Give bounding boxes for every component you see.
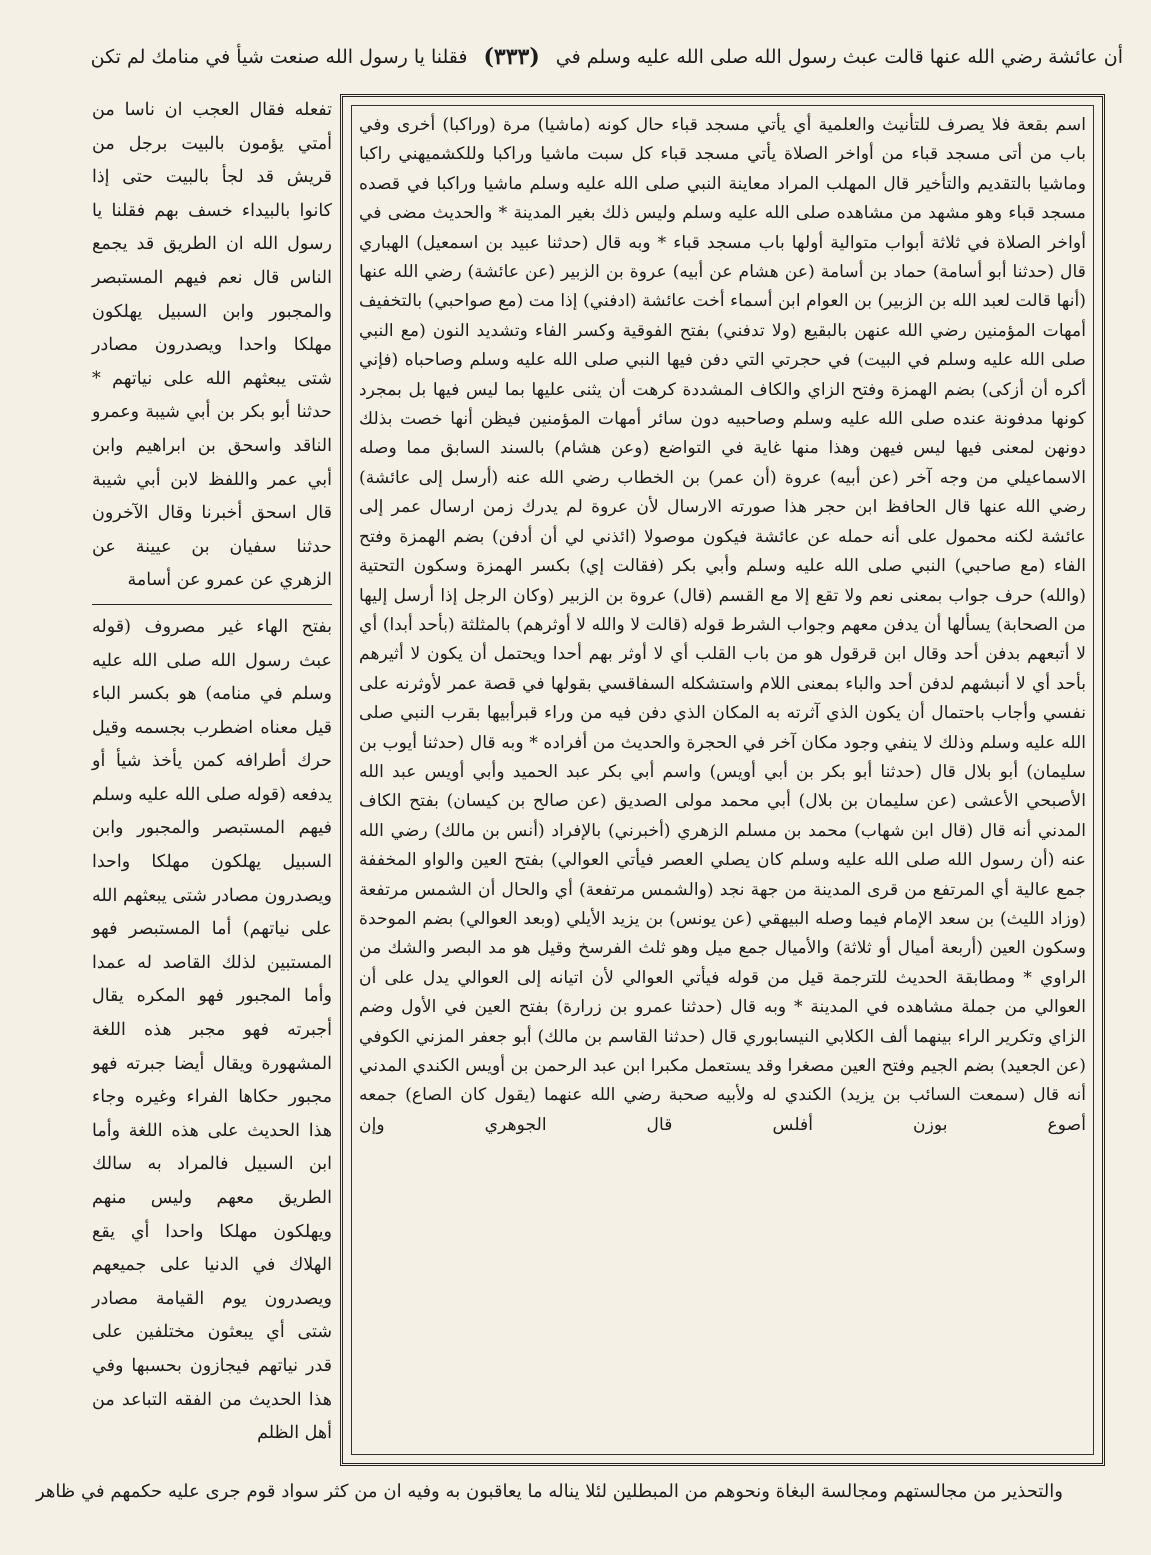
header-text-right: أن عائشة رضي الله عنها قالت عبث رسول الله صلى الله عليه وسلم في: [555, 45, 1123, 68]
margin-hadith-text: تفعله فقال العجب ان ناسا من أمتي يؤمون بالبيت برجل من قريش قد لجأ بالبيت حتى إذا كانوا بالبيداء خسف بهم فقلنا يا رسول الله ان الطريق قد يجمع الناس قال نعم فيهم المستبصر والمجبور وابن السبيل يهلكون مهلكا واحدا ويصدرون مصادر شتى يبعثهم الله على نياتهم * حدثنا أبو بكر بن أبي شيبة وعمرو الناقد واسحق بن ابراهيم وابن أبي عمر واللفظ لابن أبي شيبة قال اسحق أخبرنا وقال الآخرون حدثنا سفيان بن عيينة عن الزهري عن عمرو عن أسامة: [92, 100, 332, 591]
page-header: [28, 34, 1123, 80]
margin-column: [92, 94, 332, 1464]
margin-commentary-text: بفتح الهاء غير مصروف (قوله عبث رسول الله صلى الله عليه وسلم في منامه) هو بكسر الباء قيل معناه اضطرب بجسمه وقيل حرك أطرافه كمن يأخذ شيأ أو يدفعه (قوله صلى الله عليه وسلم فيهم المستبصر والمجبور وابن السبيل يهلكون مهلكا واحدا ويصدرون مصادر شتى يبعثهم الله على نياتهم) أما المستبصر فهو المستبين لذلك القاصد له عمدا وأما المجبور فهو المكره يقال أجبرته فهو مجبر هذه اللغة المشهورة ويقال أيضا جبرته فهو مجبور حكاها الفراء وغيره وجاء هذا الحديث على هذه اللغة وأما ابن السبيل فالمراد به سالك الطريق معهم وليس منهم ويهلكون مهلكا واحدا أي يقع الهلاك في الدنيا على جميعهم ويصدرون يوم القيامة مصادر شتى أي يبعثون مختلفين على قدر نياتهم فيجازون بحسبها وفي هذا الحديث من الفقه التباعد من أهل الظلم: [92, 616, 332, 1444]
main-text-frame: [340, 94, 1105, 1466]
page-footer-line: والتحذير من مجالستهم ومجالسة البغاة ونحوهم من المبطلين لئلا يناله ما يعاقبون به وفيه ان من كثر سواد قوم جرى عليه حكمهم في ظاهر: [36, 1481, 1063, 1502]
page-number: (٣٣٣): [483, 43, 540, 70]
header-text-left: فقلنا يا رسول الله صنعت شيأ في منامك لم تكن: [90, 45, 468, 68]
main-commentary-text: [359, 111, 1086, 1451]
main-paragraph: اسم بقعة فلا يصرف للتأنيث والعلمية أي يأتي مسجد قباء حال كونه (ماشيا) مرة (وراكبا) أخرى وفي باب من أتى مسجد قباء من أواخر الصلاة يأتي مسجد قباء كل سبت ماشيا وراكبا وللكشميهني راكبا وماشيا بالتقديم والتأخير قال المهلب المراد معاينة النبي صلى الله عليه وسلم ماشيا وراكبا في قصده مسجد قباء وهو مشهد من مشاهده صلى الله عليه وسلم وليس ذلك بغير المدينة * والحديث مضى في أواخر الصلاة في ثلاثة أبواب متوالية أولها باب مسجد قباء * وبه قال (حدثنا عبيد بن اسمعيل) الهباري قال (حدثنا أبو أسامة) حماد بن أسامة (عن هشام عن أبيه) عروة بن الزبير (عن عائشة) رضي الله عنها (أنها قالت لعبد الله بن الزبير) بن العوام ابن أسماء أخت عائشة (ادفني) إذا مت (مع صواحبي) بالتخفيف أمهات المؤمنين رضي الله عنهن بالبقيع (ولا تدفني) بفتح الفوقية وكسر الفاء وتشديد النون (مع النبي صلى الله عليه وسلم في البيت) في حجرتي التي دفن فيها النبي صلى الله عليه وسلم وصاحباه (فإني أكره أن أزكى) بضم الهمزة وفتح الزاي والكاف المشددة كرهت أن يثنى عليها بما ليس فيها بل بمجرد كونها مدفونة عنده صلى الله عليه وسلم وصاحبيه دون سائر أمهات المؤمنين فيظن أنها خصت بذلك دونهن لمعنى فيها ليس فيهن وهذا منها غاية في التواضع (وعن هشام) بالسند السابق مما وصله الاسماعيلي من وجه آخر (عن أبيه) عروة (أن عمر) بن الخطاب رضي الله عنه (أرسل إلى عائشة) رضي الله عنها قال الحافظ ابن حجر هذا صورته الارسال لأن عروة لم يدرك زمن ارسال عمر إلى عائشة لكنه محمول على أنه حمله عن عائشة فيكون موصولا (ائذني لي أن أدفن) بضم الهمزة وفتح الفاء (مع صاحبي) النبي صلى الله عليه وسلم وأبي بكر (فقالت إي) بكسر الهمزة وسكون التحتية (والله) حرف جواب بمعنى نعم ولا تقع إلا مع القسم (قال) عروة بن الزبير (وكان الرجل إذا أرسل إليها من الصحابة) يسألها أن يدفن معهم وجواب الشرط قوله (قالت لا والله لا أوثرهم) بالمثلثة (بأحد أبدا) أي لا أتبعهم بدفن أحد وقال ابن قرقول هو من باب القلب أي لا أوثر بهم أحدا ويحتمل أن يكون لا أثيرهم بأحد أي لا أنبشهم لدفن أحد والباء بمعنى اللام واستشكله السفاقسي بقولها في قصة عمر لأوثرنه على نفسي وأجاب باحتمال أن يكون الذي آثرته به المكان الذي دفن فيه من وراء قبرأبيها بقرب النبي صلى الله عليه وسلم وذلك لا ينفي وجود مكان آخر في الحجرة والحديث من أفراده * وبه قال (حدثنا أيوب بن سليمان) أبو بلال قال (حدثنا أبو بكر بن أبي أويس) واسم أبي بكر عبد الحميد وأبي أويس عبد الله الأصبحي الأعشى (عن سليمان بن بلال) أبي محمد مولى الصديق (عن صالح بن كيسان) بفتح الكاف المدني أنه قال (قال ابن شهاب) محمد بن مسلم الزهري (أخبرني) بالإفراد (أنس بن مالك) رضي الله عنه (أن رسول الله صلى الله عليه وسلم كان يصلي العصر فيأتي العوالي) بفتح العين والواو المخففة جمع عالية أي المرتفع من قرى المدينة من جهة نجد (والشمس مرتفعة) أي والحال أن الشمس مرتفعة (وزاد الليث) بن سعد الإمام فيما وصله البيهقي (عن يونس) بن يزيد الأيلي (وبعد العوالي) بضم الموحدة وسكون العين (أربعة أميال أو ثلاثة) والأميال جمع ميل وهو ثلث الفرسخ وقيل هو مد البصر والشك من الراوي * ومطابقة الحديث للترجمة قيل من قوله فيأتي العوالي لأن اتيانه إلى العوالي يدل على أن العوالي من جملة مشاهده في المدينة * وبه قال (حدثنا عمرو بن زرارة) بفتح العين في الأول وضم الزاي وتكرير الراء بينهما ألف الكلابي النيسابوري قال (حدثنا القاسم بن مالك) أبو جعفر المزني الكوفي (عن الجعيد) بضم الجيم وفتح العين مصغرا وقد يستعمل مكبرا ابن عبد الرحمن بن أويس الكندي المدني أنه قال (سمعت السائب بن يزيد) الكندي له ولأبيه صحبة رضي الله عنهما (يقول كان الصاع) جمعه أصوع بوزن أفلس قال الجوهري وإن: [359, 115, 1086, 1135]
margin-divider: [92, 604, 332, 605]
